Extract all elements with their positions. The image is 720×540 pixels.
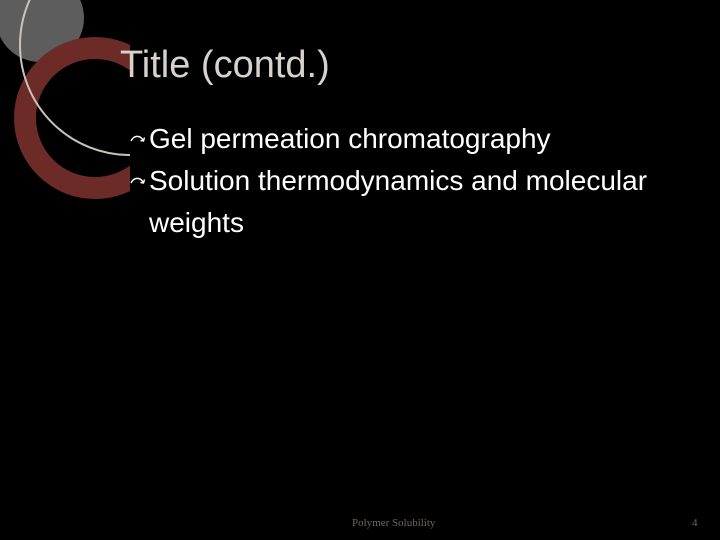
decorative-red-ring xyxy=(25,48,130,188)
slide-title: Title (contd.) xyxy=(120,44,330,86)
decorative-corner-graphic xyxy=(0,0,130,200)
bullet-list xyxy=(120,118,680,244)
footer-text: Polymer Solubility xyxy=(352,517,436,529)
bullet-text: Gel permeation chromatography xyxy=(149,123,551,154)
slide-number: 4 xyxy=(692,517,698,529)
bullet-item xyxy=(120,118,680,160)
bullet-text: Solution thermodynamics and molecular weights xyxy=(149,165,648,238)
bullet-item xyxy=(120,160,680,244)
curved-arrow-bullet-icon xyxy=(130,134,147,146)
curved-arrow-bullet-icon xyxy=(130,176,147,188)
